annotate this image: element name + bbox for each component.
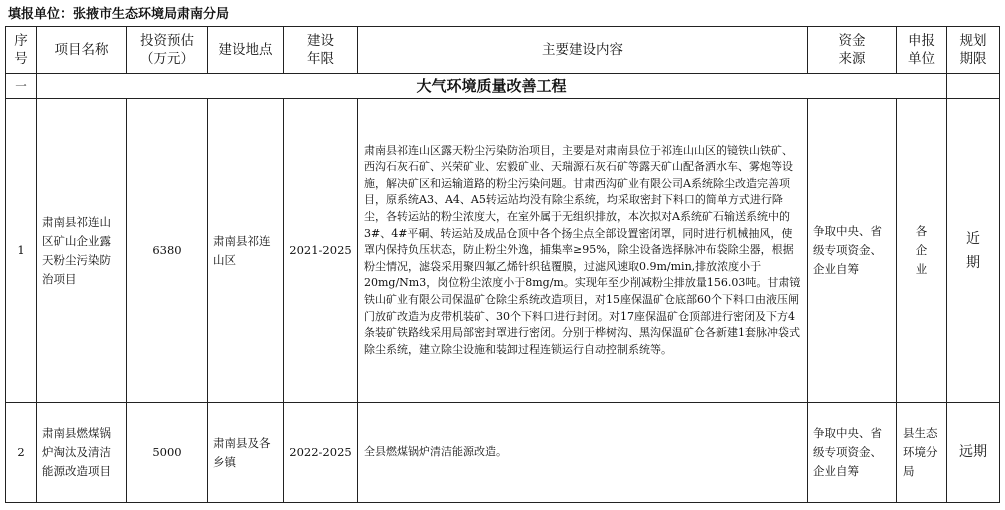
header-location: 建设地点	[208, 27, 284, 74]
section-empty-cell	[947, 74, 1000, 99]
row-period: 近期	[947, 99, 1000, 403]
header-unit: 申报 单位	[897, 27, 947, 74]
row-seq: 1	[6, 99, 37, 403]
filler-unit-label: 填报单位：张掖市生态环境局肃南分局	[8, 7, 230, 22]
row-project-name: 肃南县燃煤锅炉淘汰及清洁能源改造项目	[37, 403, 127, 503]
table-row	[6, 99, 1000, 403]
row-period: 远期	[947, 403, 1000, 503]
row-content: 全县燃煤锅炉清洁能源改造。	[358, 403, 808, 503]
section-row	[6, 74, 1000, 99]
row-project-name: 肃南县祁连山区矿山企业露天粉尘污染防治项目	[37, 99, 127, 403]
header-name: 项目名称	[37, 27, 127, 74]
row-years: 2021-2025	[284, 99, 358, 403]
row-years: 2022-2025	[284, 403, 358, 503]
table-row	[6, 403, 1000, 503]
header-row	[6, 27, 1000, 74]
row-investment: 6380	[127, 99, 208, 403]
row-funds: 争取中央、省级专项资金、企业自筹	[808, 99, 897, 403]
row-location: 肃南县及各乡镇	[208, 403, 284, 503]
header-investment: 投资预估 （万元）	[127, 27, 208, 74]
project-table	[5, 26, 1000, 503]
header-seq: 序 号	[6, 27, 37, 74]
row-location: 肃南县祁连山区	[208, 99, 284, 403]
row-investment: 5000	[127, 403, 208, 503]
row-seq: 2	[6, 403, 37, 503]
section-title: 大气环境质量改善工程	[37, 74, 947, 99]
section-seq: 一	[6, 74, 37, 99]
header-years: 建设 年限	[284, 27, 358, 74]
header-period: 规划 期限	[947, 27, 1000, 74]
row-unit: 县生态环境分局	[897, 403, 947, 503]
row-unit: 各企业	[897, 99, 947, 403]
header-funds: 资金 来源	[808, 27, 897, 74]
header-content: 主要建设内容	[358, 27, 808, 74]
row-content: 肃南县祁连山区露天粉尘污染防治项目，主要是对肃南县位于祁连山山区的镜铁山铁矿、西沟石灰石矿、兴荣矿业、宏毅矿业、天瑞源石灰石矿等露天矿山配备洒水车、雾炮等设施，解决矿区和运输道路的粉尘污染问题。甘肃西沟矿业有限公司A系统除尘改造完善项目，原系统A3、A4、A5转运站均没有除尘系统，均采取密封下料口的简单方式进行降尘，各转运站的粉尘浓度大，在室外属于无组织排放，本次拟对A系统矿石输送系统中的3#、4#平硐、转运站及成品仓顶中各个扬尘点全部设置密闭罩，同时进行机械抽风，使罩内保持负压状态，防止粉尘外逸，捕集率≥95%，除尘设备选择脉冲布袋除尘器，根据粉尘情况，滤袋采用聚四氟乙烯针织毡覆膜，过滤风速取0.9m/min,排放浓度小于20mg/Nm3，岗位粉尘浓度小于8mg/m。实现年至少削减粉尘排放量156.03吨。甘肃镜铁山矿业有限公司保温矿仓除尘系统改造项目，对15座保温矿仓底部60个下料口由液压闸门放矿改造为皮带机装矿、30个下料口进行封闭。对17座保温矿仓顶部进行密闭及下方4条装矿铁路线采用局部密封罩进行密闭。分别于桦树沟、黑沟保温矿仓各新建1套脉冲袋式除尘系统，建立除尘设施和装卸过程连锁运行自动控制系统等。	[358, 99, 808, 403]
row-funds: 争取中央、省级专项资金、企业自筹	[808, 403, 897, 503]
